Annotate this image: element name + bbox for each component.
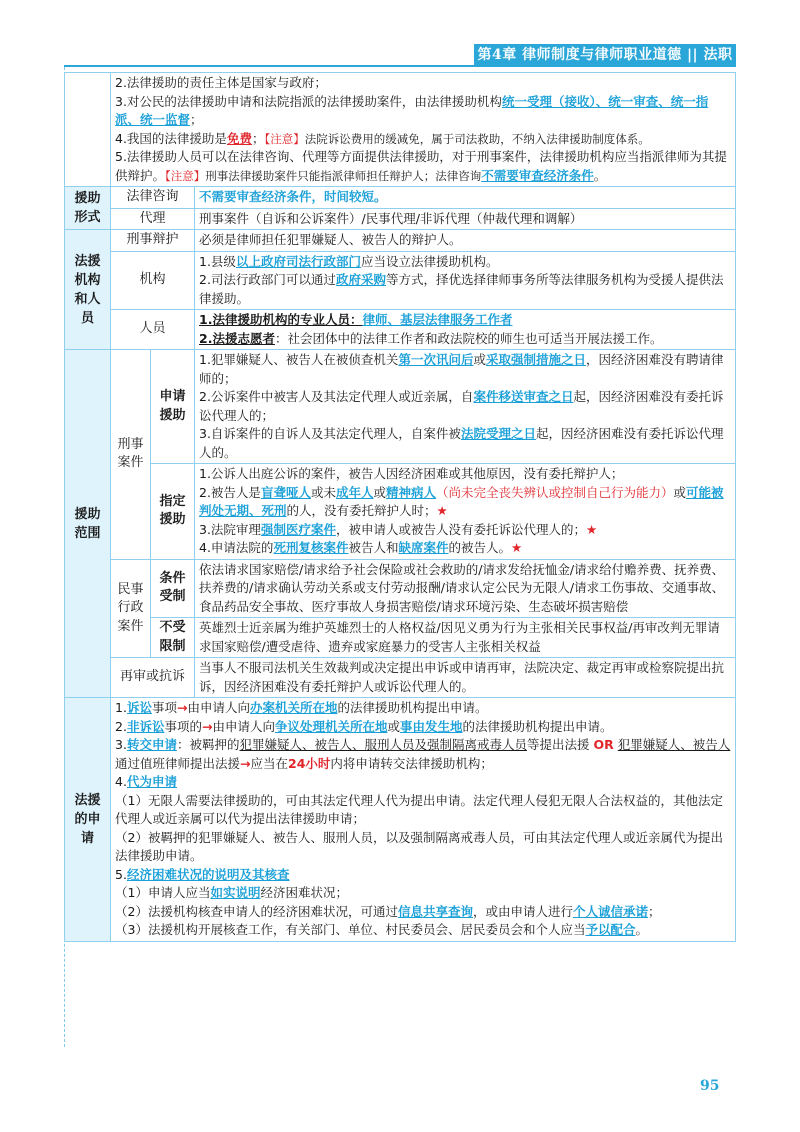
criminal-label: 刑事案件 xyxy=(111,350,151,560)
assign-aid-row xyxy=(65,464,736,560)
header-rule xyxy=(64,65,736,67)
apply-aid-label: 申请援助 xyxy=(151,350,195,464)
intro-line-5: 5.法律援助人员可以在法律咨询、代理等方面提供法律援助，对于刑事案件，法律援助机构应当指派律师为其提供辩护。【注意】刑事法律援助案件只能指派律师担任辩护人；法律咨询不需要审查经济条件。 xyxy=(115,149,727,183)
intro-row xyxy=(65,73,736,187)
civil-label: 民事行政案件 xyxy=(111,559,151,658)
consult-text: 不需要审查经济条件，时间较短。 xyxy=(195,187,736,209)
arrow-icon: → xyxy=(201,718,213,734)
agency-text: 刑事案件（自诉和公诉案件）/民事代理/非诉代理（仲裁代理和调解） xyxy=(195,208,736,230)
retrial-text: 当事人不服司法机关生效裁判或决定提出申诉或申请再审，法院决定、裁定再审或检察院提出抗诉，因经济困难没有委托辩护人或诉讼代理人的。 xyxy=(195,658,736,698)
application-row xyxy=(65,698,736,942)
org-text: 1.县级以上政府司法行政部门应当设立法律援助机构。 2.司法行政部门可以通过政府采购等方式，择优选择律师事务所等法律服务机构为受援人提供法律援助。 xyxy=(195,251,736,310)
intro-cell xyxy=(111,73,736,187)
application-text: 1.诉讼事项→由申请人向办案机关所在地的法律援助机构提出申请。 2.非诉讼事项的→由申请人向争议处理机关所在地或事由发生地的法律援助机构提出申请。 3.转交申请：被羁押的犯罪嫌疑人、被告人、服刑人员及强制隔离戒毒人员等提出法援 OR 犯罪嫌疑人、被告人通过值班律师提出法援→应当在24小时内将申请转交法律援助机构； 4.代为申请 （1）无限人需要法律援助的，可由其法定代理人代为提出申请。法定代理人侵犯无限人合法权益的，其他法定代理人或近亲属可以代为提出法律援助申请； （2）被羁押的犯罪嫌疑人、被告人、服刑人员，以及强制隔离戒毒人员，可由其法定代理人或近亲属代为提出法律援助申请。 5.经济困难状况的说明及其核查 （1）申请人应当如实说明经济困难状况； （2）法援机构核查申请人的经济困难状况，可通过信息共享查询，或由申请人进行个人诚信承诺； （3）法援机构开展核查工作，有关部门、单位、村民委员会、居民委员会和个人应当予以配合。 xyxy=(111,698,736,942)
apply-aid-row xyxy=(65,350,736,464)
consult-row xyxy=(65,187,736,209)
staff-row xyxy=(65,310,736,350)
retrial-row xyxy=(65,658,736,698)
legal-aid-table xyxy=(64,72,736,942)
star-icon: ★ xyxy=(436,503,448,518)
org-label: 机构 xyxy=(111,251,195,310)
conditional-label: 条件受制 xyxy=(151,559,195,618)
org-row xyxy=(65,251,736,310)
page-number: 95 xyxy=(700,1078,720,1094)
scope-category: 援助范围 xyxy=(65,350,111,698)
defense-label: 刑事辩护 xyxy=(111,230,195,252)
arrow-icon: → xyxy=(240,755,251,771)
chapter-header: 第4章 律师制度与律师职业道德 || 法职 xyxy=(474,44,736,66)
org-category: 法援机构和人员 xyxy=(65,230,111,350)
unlimited-label: 不受限制 xyxy=(151,618,195,658)
consult-label: 法律咨询 xyxy=(111,187,195,209)
intro-line-4: 4.我国的法律援助是免费；【注意】法院诉讼费用的缓减免，属于司法救助，不纳入法律援助制度体系。 xyxy=(115,130,650,146)
retrial-label: 再审或抗诉 xyxy=(111,658,195,698)
star-icon: ★ xyxy=(585,521,598,537)
assign-aid-text: 1.公诉人出庭公诉的案件，被告人因经济困难或其他原因，没有委托辩护人； 2.被告人是盲聋哑人或未成年人或精神病人（尚未完全丧失辨认或控制自己行为能力）或可能被判处无期、死刑的人，没有委托辩护人时；★ 3.法院审理强制医疗案件，被申请人或被告人没有委托诉讼代理人的；★ 4.申请法院的死刑复核案件被告人和缺席案件的被告人。★ xyxy=(195,464,736,560)
intro-blank-cell xyxy=(65,73,111,187)
intro-line-2: 2.法律援助的责任主体是国家与政府； xyxy=(115,75,327,90)
defense-row xyxy=(65,230,736,252)
staff-text: 1.法律援助机构的专业人员：律师、基层法律服务工作者 2.法援志愿者：社会团体中的法律工作者和政法院校的师生也可适当开展法援工作。 xyxy=(195,310,736,350)
star-icon: ★ xyxy=(511,540,523,555)
application-category: 法援的申请 xyxy=(65,698,111,942)
defense-text: 必须是律师担任犯罪嫌疑人、被告人的辩护人。 xyxy=(195,230,736,252)
staff-label: 人员 xyxy=(111,310,195,350)
apply-aid-text: 1.犯罪嫌疑人、被告人在被侦查机关第一次讯问后或采取强制措施之日，因经济困难没有聘请律师的； 2.公诉案件中被害人及其法定代理人或近亲属，自案件移送审查之日起，因经济困难没有委托诉讼代理人的； 3.自诉案件的自诉人及其法定代理人，自案件被法院受理之日起，因经济困难没有委托诉讼代理人的。 xyxy=(195,350,736,464)
assign-aid-label: 指定援助 xyxy=(151,464,195,560)
agency-label: 代理 xyxy=(111,208,195,230)
conditional-text: 依法请求国家赔偿/请求给予社会保险或社会救助的/请求发给抚恤金/请求给付赡养费、抚养费、扶养费的/请求确认劳动关系或支付劳动报酬/请求认定公民为无限人/请求工伤事故、交通事故、食品药品安全事故、医疗事故人身损害赔偿/请求环境污染、生态破坏损害赔偿 xyxy=(195,559,736,618)
unlimited-row xyxy=(65,618,736,658)
unlimited-text: 英雄烈士近亲属为维护英雄烈士的人格权益/因见义勇为行为主张相关民事权益/再审改判无罪请求国家赔偿/遭受虐待、遗弃或家庭暴力的受害人主张相关权益 xyxy=(195,618,736,658)
forms-category: 援助形式 xyxy=(65,187,111,230)
conditional-row xyxy=(65,559,736,618)
arrow-icon: → xyxy=(176,700,188,715)
agency-row xyxy=(65,208,736,230)
intro-line-3: 3.对公民的法律援助申请和法院指派的法律援助案件，由法律援助机构统一受理（接收）、统一审查、统一指派、统一监督； xyxy=(115,93,709,127)
